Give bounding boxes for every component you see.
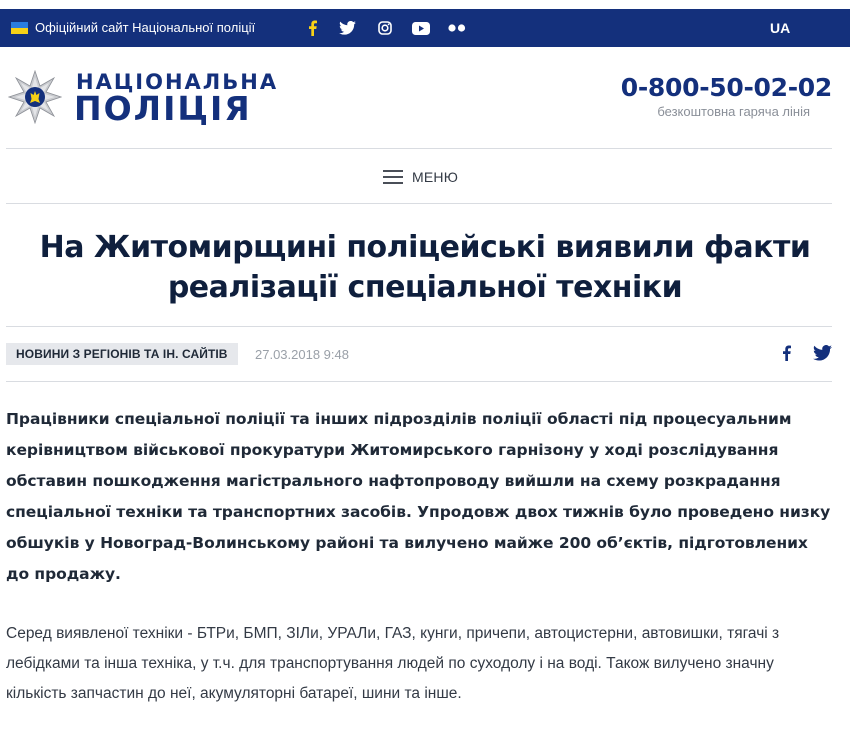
divider: [6, 381, 832, 382]
police-star-logo[interactable]: [8, 70, 62, 124]
divider: [6, 148, 832, 149]
instagram-icon[interactable]: [376, 19, 394, 37]
menu-button[interactable]: [383, 165, 458, 189]
article-title: [0, 228, 850, 308]
menu-label: МЕНЮ: [412, 169, 459, 185]
flickr-icon[interactable]: [446, 19, 468, 37]
hotline-caption: безкоштовна гаряча лінія: [657, 104, 810, 119]
share-facebook-icon[interactable]: [778, 343, 794, 363]
article-paragraph: Серед виявленої техніки - БТРи, БМП, ЗІЛи, УРАЛи, ГАЗ, кунги, причепи, автоцистерни, автовишки, тягачі з лебідками та інша техніка, у т.ч. для транспортування людей по суходолу і на воді. Також вилучено значну кількість запчастин до неї, акумуляторні батареї, шини та інше.: [6, 625, 780, 702]
article-date: 27.03.2018 9:48: [255, 347, 349, 362]
divider: [6, 326, 832, 327]
share-twitter-icon[interactable]: [812, 343, 832, 363]
article-lead: Працівники спеціальної поліції та інших підрозділів поліції області під процесуальним керівництвом військової прокуратури Житомирського гарнізону у ході розслідування обставин пошкодження магістрального нафтопроводу вийшли на схему розкрадання спеціальної техніки та транспортних засобів. Упродовж двох тижнів було проведено низку обшуків у Новоград-Волинському районі та вилучено майже 200 об’єктів, підготовлених до продажу.: [6, 410, 831, 583]
twitter-icon[interactable]: [338, 19, 356, 37]
language-switch[interactable]: UA: [770, 20, 791, 36]
facebook-icon[interactable]: [304, 19, 320, 37]
brand-line-2: ПОЛІЦІЯ: [74, 89, 252, 128]
category-badge[interactable]: НОВИНИ З РЕГІОНІВ ТА ІН. САЙТІВ: [6, 343, 238, 365]
official-site-link[interactable]: Офіційний сайт Національної поліції: [35, 20, 256, 35]
article-title-line-1: На Житомирщині поліцейські виявили факти: [39, 230, 811, 265]
brand-line-1: НАЦІОНАЛЬНА: [76, 70, 279, 94]
hamburger-icon: [383, 170, 403, 184]
hotline-phone[interactable]: 0-800-50-02-02: [620, 73, 832, 102]
ukraine-flag-icon: [11, 22, 28, 34]
top-bar: [0, 9, 850, 47]
article-title-line-2: реалізації спеціальної техніки: [167, 270, 683, 305]
divider: [6, 203, 832, 204]
youtube-icon[interactable]: [411, 19, 431, 37]
